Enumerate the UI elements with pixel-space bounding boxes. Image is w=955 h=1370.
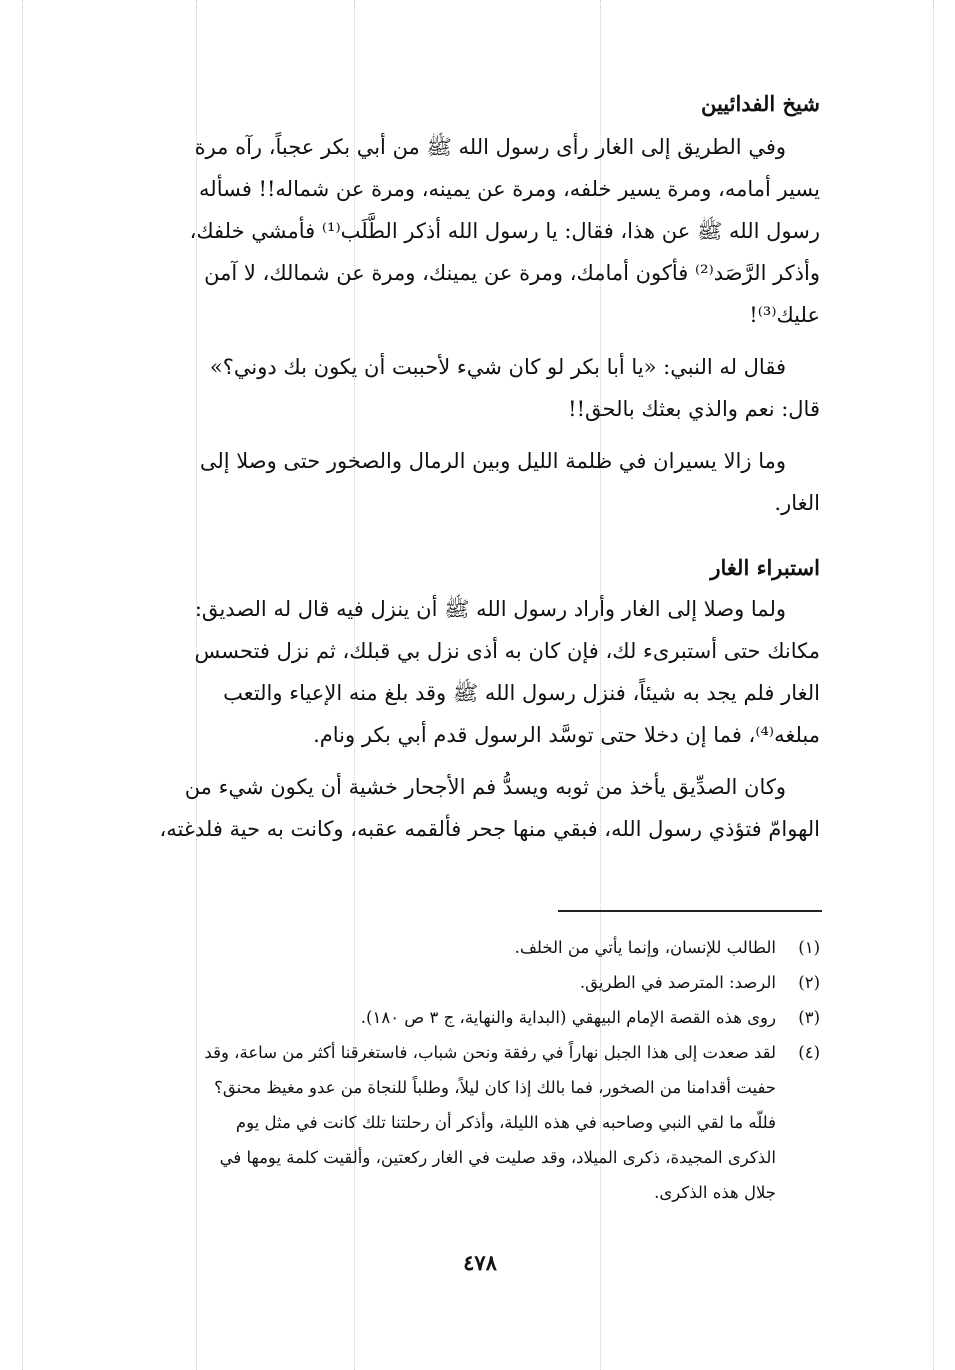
paragraph (118, 766, 820, 850)
footnote-text (118, 930, 776, 965)
page-body (118, 88, 820, 860)
text-line: عليك⁽³⁾! (749, 303, 820, 327)
footnote-line: الذكرى المجيدة، ذكرى الميلاد، وقد صليت في الغار ركعتين، وألقيت كلمة يومها في (219, 1148, 776, 1167)
text-line: وفي الطريق إلى الغار رأى رسول الله ﷺ من أبي بكر عجباً، رآه مرة (194, 135, 786, 159)
text-line: وأذكر الرَّصَد⁽²⁾ فأكون أمامك، ومرة عن يمينك، ومرة عن شمالك، لا آمن (204, 261, 820, 285)
footnote-line: الطالب للإنسان، وإنما يأتي من الخلف. (514, 938, 776, 957)
text-line: مبلغه⁽⁴⁾، فما إن دخلا حتى توسَّد الرسول قدم أبي بكر ونام. (313, 723, 820, 747)
footnote-line: لقد صعدت إلى هذا الجبل نهاراً في رفقة ونحن شباب، فاستغرقنا أكثر من ساعة، وقد (204, 1043, 776, 1062)
footnote-line: روى هذه القصة الإمام البيهقي (البداية والنهاية، ج ٣ ص ١٨٠). (360, 1008, 776, 1027)
scan-artifact-line (933, 0, 934, 1370)
text-line: الغار فلم يجد به شيئاً، فنزل رسول الله ﷺ وقد بلغ منه الإعياء والتعب (223, 681, 820, 705)
paragraph (118, 440, 820, 524)
footnote-text (118, 1000, 776, 1035)
scan-artifact-line (22, 0, 23, 1370)
text-line: ولما وصلا إلى الغار وأراد رسول الله ﷺ أن ينزل فيه قال له الصديق: (194, 597, 786, 621)
paragraph (118, 588, 820, 756)
text-line: وما زالا يسيران في ظلمة الليل وبين الرمال والصخور حتى وصلا إلى (199, 449, 786, 473)
footnote (118, 1035, 820, 1210)
footnotes (118, 930, 820, 1210)
footnote-text (118, 1035, 776, 1210)
text-line: وكان الصدِّيق يأخذ من ثوبه ويسدُّ فم الأجحار خشية أن يكون شيء من (184, 775, 786, 799)
footnote-number: (١) (798, 938, 820, 957)
footnote-number: (٤) (798, 1043, 820, 1062)
footnote-number: (٣) (798, 1008, 820, 1027)
footnote (118, 930, 820, 965)
paragraph (118, 126, 820, 336)
main-text-part2 (118, 588, 820, 850)
footnote-separator (558, 910, 822, 912)
footnote-line: فللّه ما لقي النبي وصاحبه في هذه الليلة، وأذكر أن رحلتنا تلك كانت في مثل يوم (235, 1113, 776, 1132)
paragraph (118, 346, 820, 430)
text-line: الغار. (774, 491, 820, 515)
running-head: شيخ الفدائيين (700, 91, 820, 116)
text-line: الهوامّ فتؤذي رسول الله، فبقي منها جحر فألقمه عقبه، وكانت به حية فلدغته، (159, 817, 820, 841)
footnote-text (118, 965, 776, 1000)
text-line: رسول الله ﷺ عن هذا، فقال: يا رسول الله أذكر الطَّلَب⁽¹⁾ فأمشي خلفك، (189, 219, 820, 243)
footnote (118, 1000, 820, 1035)
footnote (118, 965, 820, 1000)
text-line: مكانك حتى أستبرىء لك، فإن كان به أذى نزل بي قبلك، ثم نزل فتحسس (194, 639, 820, 663)
text-line: فقال له النبي: «يا أبا بكر لو كان شيء لأحببت أن يكون بك دوني؟» (209, 355, 786, 379)
footnote-line: جلال هذه الذكرى. (654, 1183, 776, 1202)
footnote-number: (٢) (798, 973, 820, 992)
section-title: استبراء الغار (710, 555, 820, 580)
footnote-line: الرصد: المترصد في الطريق. (579, 973, 776, 992)
page-number: ٤٧٨ (463, 1250, 497, 1275)
main-text-part1 (118, 126, 820, 524)
footnote-line: حفيت أقدامنا من الصخور، فما بالك إذا كان ليلاً، وطلباً للنجاة من عدو مغيظ محنق؟ (214, 1078, 776, 1097)
text-line: يسير أمامه، ومرة يسير خلفه، ومرة عن يمينه، ومرة عن شماله!! فسأله (199, 177, 820, 201)
text-line: قال: نعم والذي بعثك بالحق!! (568, 397, 820, 421)
